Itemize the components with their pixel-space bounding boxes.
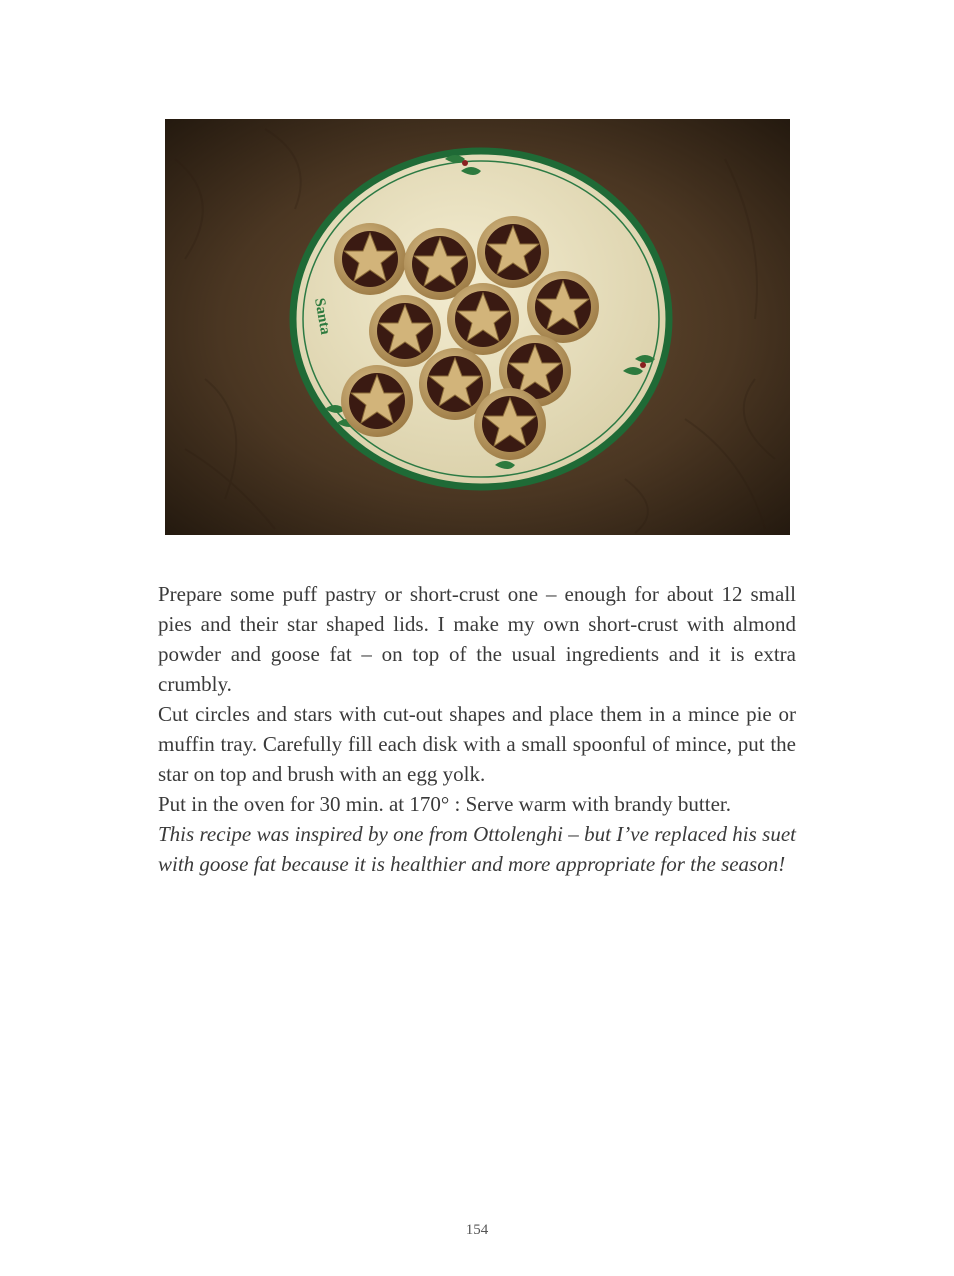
recipe-text (158, 579, 796, 879)
photo-illustration (165, 119, 790, 535)
paragraph-baking: Put in the oven for 30 min. at 170° : Serve warm with brandy butter. (158, 792, 731, 816)
paragraph-note: This recipe was inspired by one from Ottolenghi – but I’ve replaced his suet with goose fat because it is healthier and more appropriate for the season! (158, 822, 796, 876)
plate-lettering: Santa (311, 296, 334, 336)
paragraph-pastry: Prepare some puff pastry or short-crust one – enough for about 12 small pies and their star shaped lids. I make my own short-crust with almond powder and goose fat – on top of the usual ingredients and it is extra crumbly. (158, 582, 796, 696)
page-number: 154 (465, 1222, 489, 1238)
mince-pies-photo (165, 119, 790, 535)
paragraph-assembly: Cut circles and stars with cut-out shapes and place them in a mince pie or muffin tray. Carefully fill each disk with a small spoonful of mince, put the star on top and brush with an egg yolk. (158, 702, 796, 786)
